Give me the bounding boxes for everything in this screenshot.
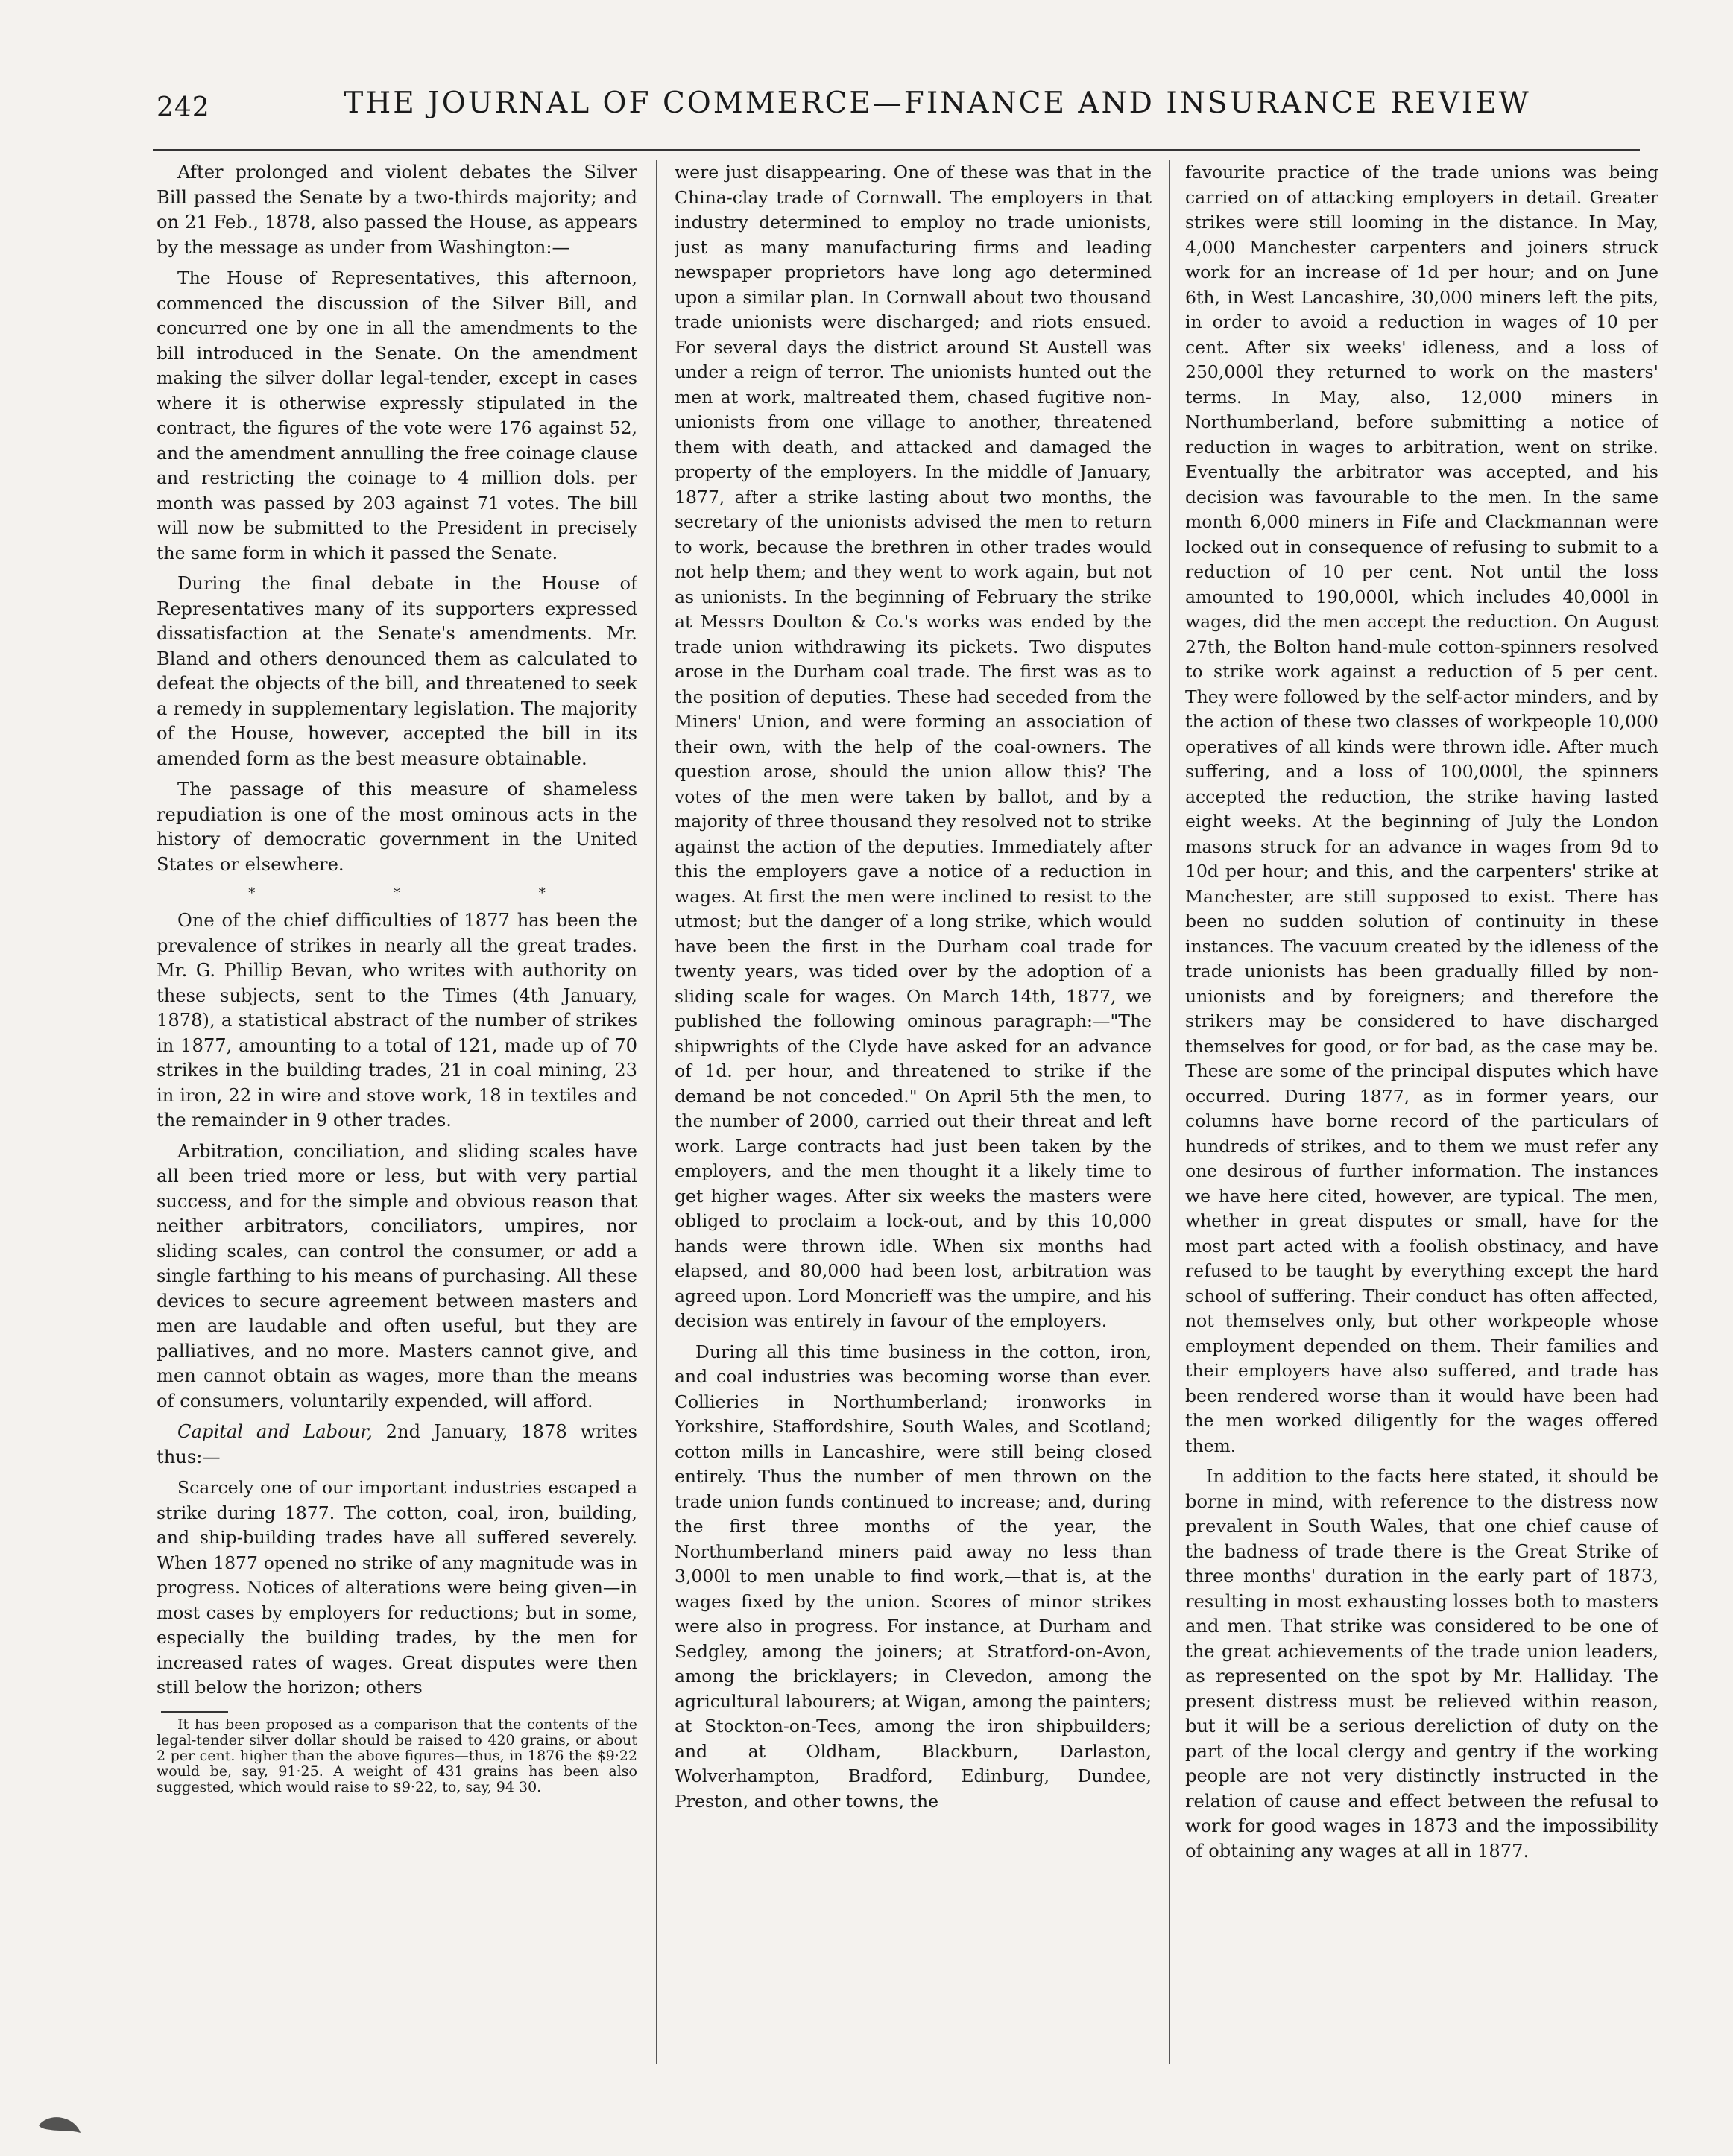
ink-smudge-mark bbox=[37, 2111, 82, 2136]
column-divider bbox=[656, 160, 657, 2064]
quoted-message: The House of Representatives, this afternoon, commenced the discussion of the Silver Bill, and concurred one by one in all the amendments to the bill introduced in the Senate. On the amendment making the silver dollar legal-tender, except in cases where it is otherwise expressly stipulated in the contract, the figures of the vote were 176 against 52, and the amendment annulling the free coinage clause and restricting the coinage to 4 million dols. per month was passed by 203 against 71 votes. The bill will now be submitted to the President in precisely the same form in which it passed the Senate. bbox=[157, 268, 637, 563]
column-3 bbox=[1185, 160, 1658, 2061]
footnote-rule bbox=[161, 1711, 228, 1713]
page-header bbox=[157, 83, 1636, 128]
header-rule bbox=[153, 149, 1640, 151]
paragraph: were just disappearing. One of these was that in the China-clay trade of Cornwall. The employers in that industry determined to employ no trade unionists, just as many manufacturing firms and leading newspaper proprietors have long ago determined upon a similar plan. In Cornwall about two thousand trade unionists were discharged; and riots ensued. For several days the district around St Austell was under a reign of terror. The unionists hunted out the men at work, maltreated them, chased fugitive non-unionists from one village to another, threatened them with death, and attacked and damaged the property of the employers. In the middle of January, 1877, after a strike lasting about two months, the secretary of the unionists advised the men to return to work, because the brethren in other trades would not help them; and they went to work again, but not as unionists. In the beginning of February the strike at Messrs Doulton & Co.'s works was ended by the trade union withdrawing its pickets. Two disputes arose in the Durham coal trade. The first was as to the position of deputies. These had seceded from the Miners' Union, and were forming an association of their own, with the help of the coal-owners. The question arose, should the union allow this? The votes of the men were taken by ballot, and by a majority of three thousand they resolved not to strike against the action of the deputies. Immediately after this the employers gave a notice of a reduction in wages. At first the men were inclined to resist to the utmost; but the danger of a long strike, which would have been the first in the Durham coal trade for twenty years, was tided over by the adoption of a sliding scale for wages. On March 14th, 1877, we published the following ominous paragraph:—"The shipwrights of the Clyde have asked for an advance of 1d. per hour, and threatened to strike if the demand be not conceded." On April 5th the men, to the number of 2000, carried out their threat and left work. Large contracts had just been taken by the employers, and the men thought it a likely time to get higher wages. After six weeks the masters were obliged to proclaim a lock-out, and by this 10,000 hands were thrown idle. When six months had elapsed, and 80,000 had been lost, arbitration was agreed upon. Lord Moncrieff was the umpire, and his decision was entirely in favour of the employers. bbox=[675, 162, 1152, 1331]
section-separator: * * * bbox=[248, 885, 613, 901]
column-divider bbox=[1169, 160, 1170, 2064]
column-2 bbox=[675, 160, 1152, 2061]
paragraph: favourite practice of the trade unions was being carried on of attacking employers in detail. Greater strikes were still looming in the distance. In May, 4,000 Manchester carpenters and joiners struck work for an increase of 1d per hour; and on June 6th, in West Lancashire, 30,000 miners left the pits, in order to avoid a reduction in wages of 10 per cent. After six weeks' idleness, and a loss of 250,000l they returned to work on the masters' terms. In May, also, 12,000 miners in Northumberland, before submitting a notice of reduction in wages to arbitration, went on strike. Eventually the arbitrator was accepted, and his decision was favourable to the men. In the same month 6,000 miners in Fife and Clackmannan were locked out in consequence of refusing to submit to a reduction of 10 per cent. Not until the loss amounted to 190,000l, which includes 40,000l in wages, did the men accept the reduction. On August 27th, the Bolton hand-mule cotton-spinners resolved to strike work against a reduction of 5 per cent. They were followed by the self-actor minders, and by the action of these two classes of workpeople 10,000 operatives of all kinds were thrown idle. After much suffering, and a loss of 100,000l, the spinners accepted the reduction, the strike having lasted eight weeks. At the beginning of July the London masons struck for an advance in wages from 9d to 10d per hour; and this, and the carpenters' strike at Manchester, are still supposed to exist. There has been no sudden solution of continuity in these instances. The vacuum created by the idleness of the trade unionists has been gradually filled by non-unionists and by foreigners; and therefore the strikers may be considered to have discharged themselves for good, or for bad, as the case may be. These are some of the principal disputes which have occurred. During 1877, as in former years, our columns have borne record of the particulars of hundreds of strikes, and to them we must refer any one desirous of further information. The instances we have here cited, however, are typical. The men, whether in great disputes or small, have for the most part acted with a foolish obstinacy, and have refused to be taught by everything except the hard school of suffering. Their conduct has often affected, not themselves only, but other workpeople whose employment depended on them. Their families and their employers have also suffered, and trade has been rendered worse than it would have been had the men worked diligently for the wages offered them. bbox=[1185, 162, 1658, 1456]
paragraph: During all this time business in the cotton, iron, and coal industries was becoming worse than ever. Collieries in Northumberland; ironworks in Yorkshire, Staffordshire, South Wales, and Scotland; cotton mills in Lancashire, were still being closed entirely. Thus the number of men thrown on the trade union funds continued to increase; and, during the first three months of the year, the Northumberland miners paid away no less than 3,000l to men unable to find work,—that is, at the wages fixed by the union. Scores of minor strikes were also in progress. For instance, at Durham and Sedgley, among the joiners; at Stratford-on-Avon, among the bricklayers; in Clevedon, among the agricultural labourers; at Wigan, among the painters; at Stockton-on-Tees, among the iron shipbuilders; and at Oldham, Blackburn, Darlaston, Wolverhampton, Bradford, Edinburg, Dundee, Preston, and other towns, the bbox=[675, 1341, 1152, 1812]
citation-text: 2nd January, 1878 writes thus:— bbox=[157, 1421, 637, 1467]
running-title: THE JOURNAL OF COMMERCE—FINANCE AND INSURANCE REVIEW bbox=[344, 86, 1531, 120]
quoted-passage: Scarcely one of our important industries escaped a strike during 1877. The cotton, coal, iron, building, and ship-building trades have all suffered severely. When 1877 opened no strike of any magnitude was in progress. Notices of alterations were being given—in most cases by employers for reductions; but in some, especially the building trades, by the men for increased rates of wages. Great disputes were then still below the horizon; others bbox=[157, 1477, 637, 1698]
paragraph-citation bbox=[157, 1420, 637, 1470]
paragraph: The passage of this measure of shameless repudiation is one of the most ominous acts in the history of democratic government in the United States or elsewhere. bbox=[157, 779, 637, 875]
publication-title: Capital and Labour, bbox=[177, 1421, 373, 1442]
page-number: 242 bbox=[157, 92, 210, 123]
paragraph: After prolonged and violent debates the Silver Bill passed the Senate by a two-thirds majority; and on 21 Feb., 1878, also passed the House, as appears by the message as under from Washington:— bbox=[157, 162, 637, 258]
paragraph: In addition to the facts here stated, it should be borne in mind, with reference to the distress now prevalent in South Wales, that one chief cause of the badness of trade there is the Great Strike of three months' duration in the early part of 1873, resulting in most exhausting losses both to masters and men. That strike was considered to be one of the great achievements of the trade union leaders, as represented on the spot by Mr. Halliday. The present distress must be relieved within reason, but it will be a serious dereliction of duty on the part of the local clergy and gentry if the working people are not very distinctly instructed in the relation of cause and effect between the refusal to work for good wages in 1873 and the impossibility of obtaining any wages at all in 1877. bbox=[1185, 1466, 1658, 1862]
paragraph: Arbitration, conciliation, and sliding scales have all been tried more or less, but with very partial success, and for the simple and obvious reason that neither arbitrators, conciliators, umpires, nor sliding scales, can control the consumer, or add a single farthing to his means of purchasing. All these devices to secure agreement between masters and men are laudable and often useful, but they are palliatives, and no more. Masters cannot give, and men cannot obtain as wages, more than the means of consumers, voluntarily expended, will afford. bbox=[157, 1140, 637, 1411]
paragraph: During the final debate in the House of Representatives many of its supporters expressed dissatisfaction at the Senate's amendments. Mr. Bland and others denounced them as calculated to defeat the objects of the bill, and threatened to seek a remedy in supplementary legislation. The majority of the House, however, accepted the bill in its amended form as the best measure obtainable. bbox=[157, 573, 637, 769]
paragraph: One of the chief difficulties of 1877 has been the prevalence of strikes in nearly all the great trades. Mr. G. Phillip Bevan, who writes with authority on these subjects, sent to the Times (4th January, 1878), a statistical abstract of the number of strikes in 1877, amounting to a total of 121, made up of 70 strikes in the building trades, 21 in coal mining, 23 in iron, 22 in wire and stove work, 18 in textiles and the remainder in 9 other trades. bbox=[157, 910, 637, 1131]
column-1 bbox=[157, 160, 637, 2061]
footnote: It has been proposed as a comparison that the contents of the legal-tender silver dollar should be raised to 420 grains, or about 2 per cent. higher than the above figures—thus, in 1876 the $9·22 would be, say, 91·25. A weight of 431 grains has been also suggested, which would raise to $9·22, to, say, 94 30. bbox=[157, 1716, 637, 1795]
